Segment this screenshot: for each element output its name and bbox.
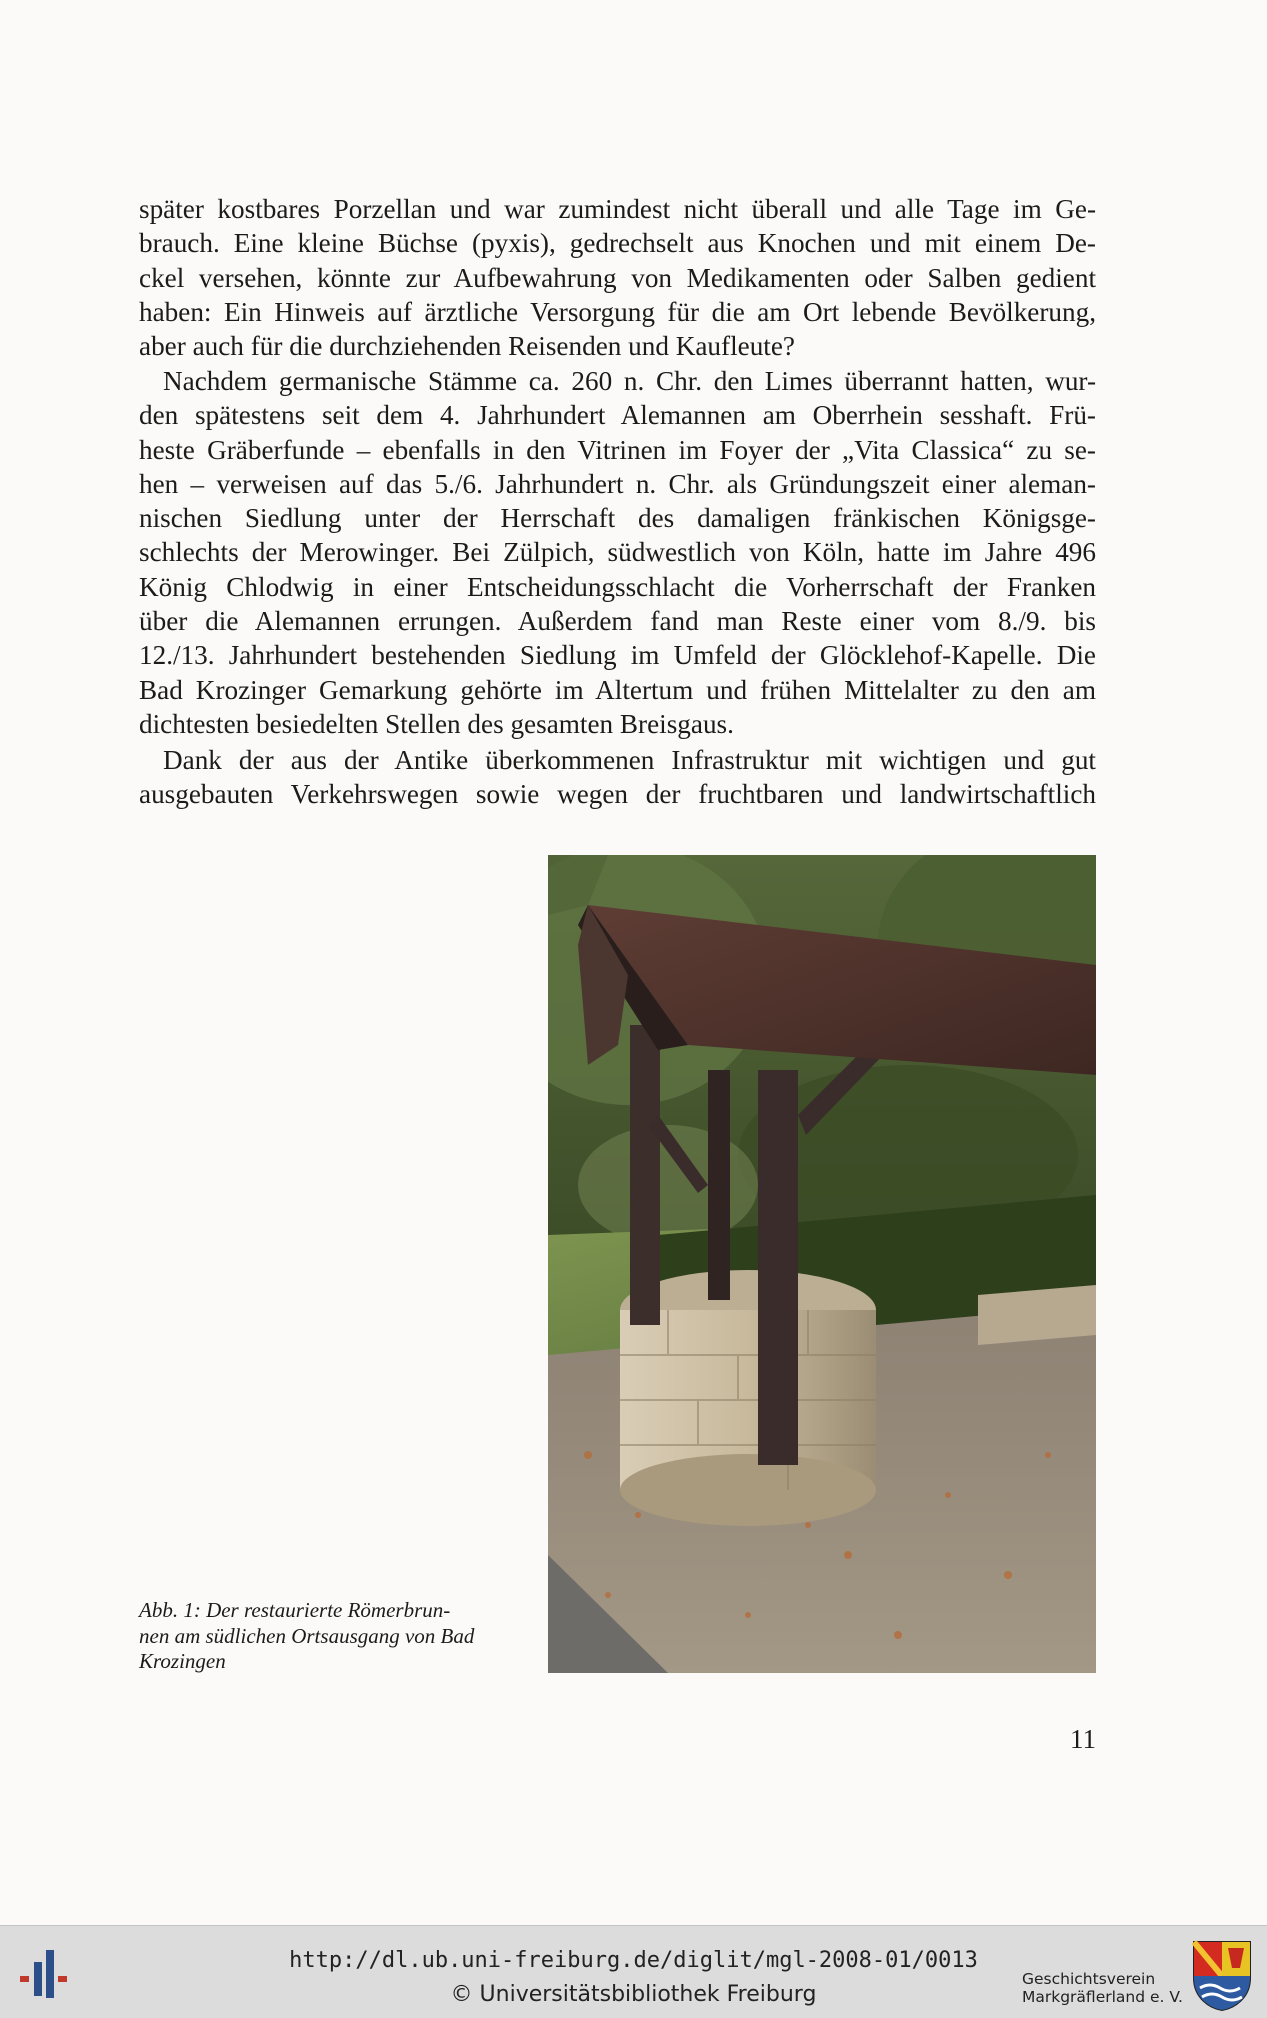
text-line: heste Gräberfunde – ebenfalls in den Vitrinen im Foyer der „Vita Classica“ zu se- [139,434,1096,465]
text-line: haben: Ein Hinweis auf ärztliche Versorgung für die am Ort lebende Bevölkerung, [139,296,1096,327]
publisher-line: Geschichtsverein [1022,1970,1156,1988]
page-number: 11 [1070,1724,1096,1754]
text-line: schlechts der Merowinger. Bei Zülpich, südwestlich von Köln, hatte im Jahre 496 [139,537,1096,568]
text-line: über die Alemannen errungen. Außerdem fand man Reste einer vom 8./9. bis [139,606,1096,637]
text-line: aber auch für die durchziehenden Reisenden und Kaufleute? [139,331,795,362]
caption-line: nen am südlichen Ortsausgang von Bad [139,1623,475,1648]
text-line: nischen Siedlung unter der Herrschaft des damaligen fränkischen Königsge- [139,503,1096,534]
well-photo [548,855,1096,1673]
document-url[interactable]: http://dl.ub.uni-freiburg.de/diglit/mgl-2008-01/0013 [289,1948,978,1973]
text-line: ausgebauten Verkehrswegen sowie wegen der fruchtbaren und landwirtschaftlich [139,779,1096,810]
text-line: Bad Krozinger Gemarkung gehörte im Altertum und frühen Mittelalter zu den am [139,674,1096,705]
text-line: König Chlodwig in einer Entscheidungsschlacht die Vorherrschaft der Franken [139,571,1096,602]
text-line: dichtesten besiedelten Stellen des gesamten Breisgaus. [139,708,734,739]
figure-caption [139,1598,519,1675]
text-line: später kostbares Porzellan und war zumindest nicht überall und alle Tage im Ge- [139,194,1096,224]
text-line: 12./13. Jahrhundert bestehenden Siedlung im Umfeld der Glöcklehof-Kapelle. Die [139,640,1096,671]
publisher-line: Markgräflerland e. V. [1022,1988,1183,2006]
text-line: den spätestens seit dem 4. Jahrhundert Alemannen am Oberrhein sesshaft. Frü- [139,400,1096,431]
publisher-name [1022,1970,1183,2006]
paragraph-1 [139,192,1096,363]
caption-line: Krozingen [139,1649,226,1673]
library-footer [0,1925,1267,2018]
text-line: brauch. Eine kleine Büchse (pyxis), gedrechselt aus Knochen und mit einem De- [139,228,1096,259]
copyright-notice: © Universitätsbibliothek Freiburg [450,1982,817,2007]
text-line: Dank der aus der Antike überkommenen Infrastruktur mit wichtigen und gut [163,745,1096,775]
coat-of-arms-icon [1192,1940,1252,2012]
text-line: hen – verweisen auf das 5./6. Jahrhundert n. Chr. als Gründungszeit einer aleman- [139,468,1096,499]
text-line: Nachdem germanische Stämme ca. 260 n. Chr. den Limes überrannt hatten, wur- [163,366,1096,396]
paragraph-2 [139,364,1096,741]
text-line: ckel versehen, könnte zur Aufbewahrung von Medikamenten oder Salben gedient [139,262,1096,293]
paragraph-3 [139,743,1096,812]
caption-line: Abb. 1: Der restaurierte Römerbrun- [139,1598,451,1622]
